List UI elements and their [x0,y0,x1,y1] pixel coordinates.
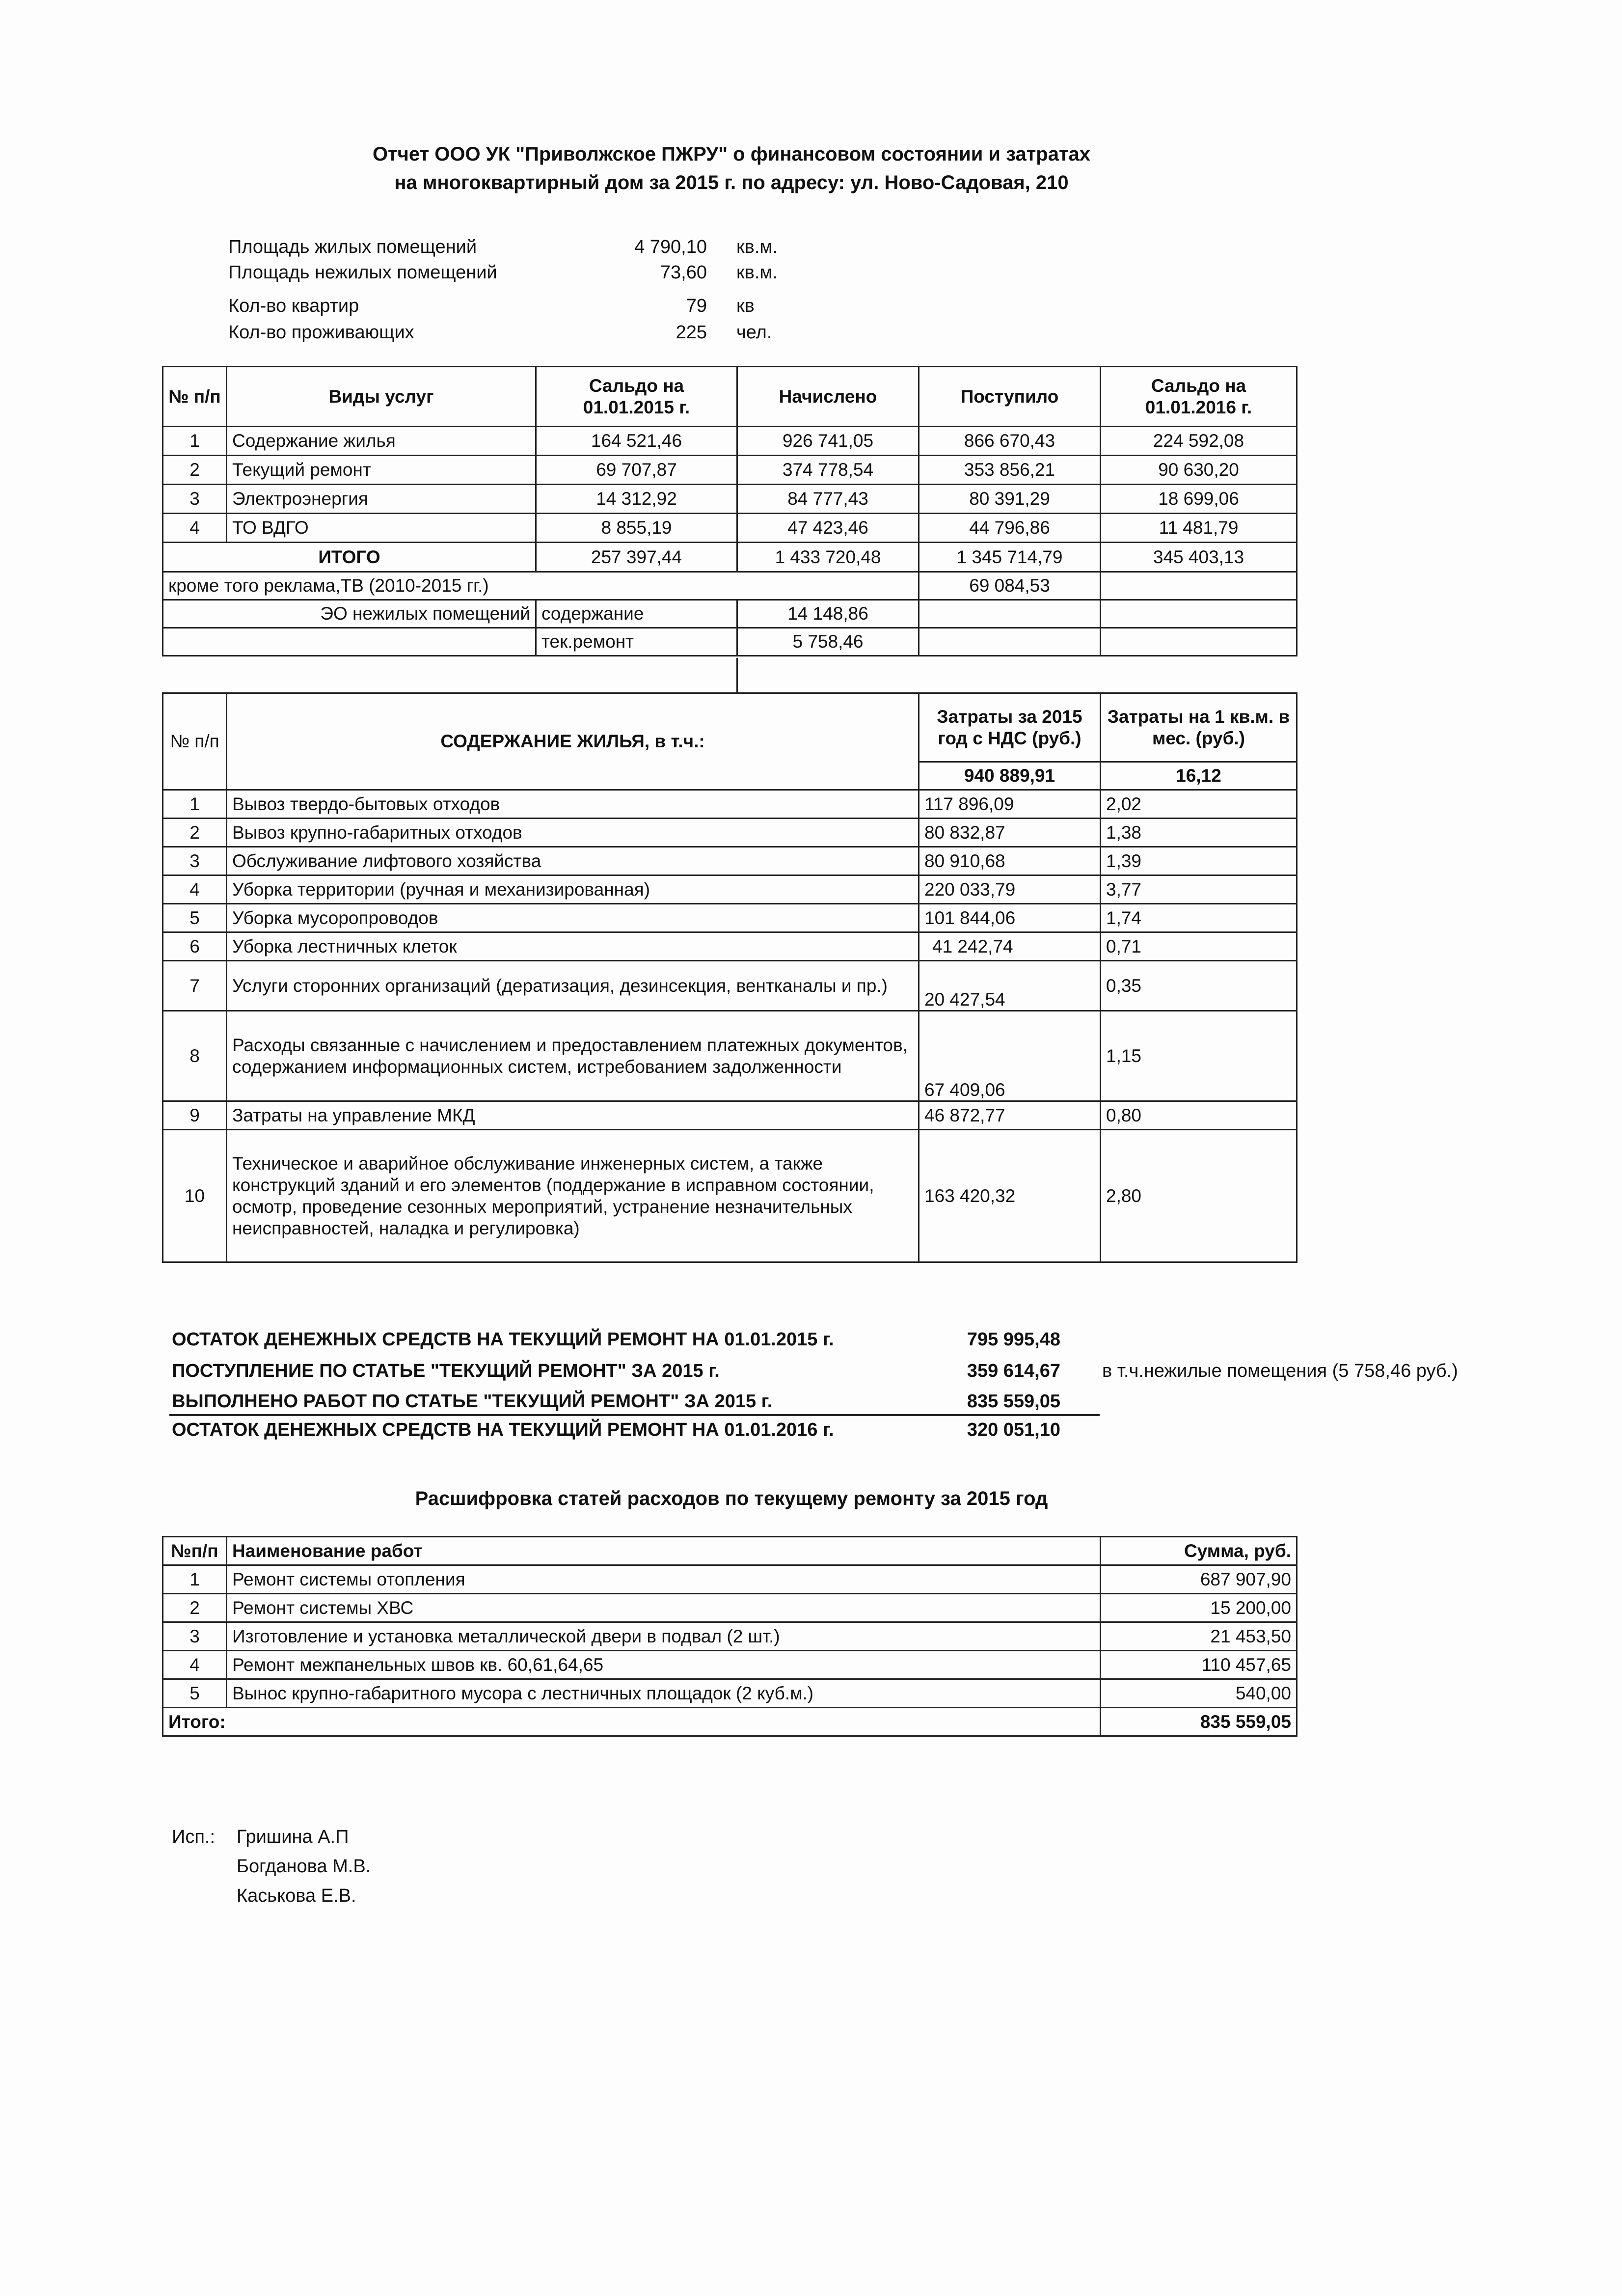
table-row [163,1011,1297,1101]
col-header: Сумма, руб. [1101,1537,1297,1565]
table-header-row [163,367,1297,427]
cell [163,628,536,656]
cell: 4 [163,1651,227,1679]
row-name: Уборка мусоропроводов [227,904,919,932]
signature-name: Богданова М.В. [237,1856,371,1877]
cell: 926 741,05 [737,427,919,456]
row-per-m2: 3,77 [1101,875,1297,904]
signature-name: Каськова Е.В. [237,1886,356,1906]
col-header: Наименование работ [227,1537,1101,1565]
advert-value: 69 084,53 [919,572,1101,600]
cell: 69 707,87 [536,456,737,485]
row-per-m2: 0,71 [1101,932,1297,961]
cell [919,600,1101,628]
col-header: Виды услуг [227,367,536,427]
eo-value: 5 758,46 [737,628,919,656]
row-name: Вывоз твердо-бытовых отходов [227,790,919,819]
table-row [163,1622,1297,1651]
row-per-m2: 2,02 [1101,790,1297,819]
cell: Содержание жилья [227,427,536,456]
eo-row [163,600,1297,628]
row-cost: 220 033,79 [919,875,1101,904]
eo-sub-label: тек.ремонт [536,628,737,656]
total-label: ИТОГО [163,543,536,572]
cell: 90 630,20 [1101,456,1297,485]
table-header-row [163,1537,1297,1565]
row-per-m2: 1,39 [1101,847,1297,875]
row-name: Техническое и аварийное обслуживание инженерных систем, а также конструкций зданий и его элементов (поддержание в исправном состоянии, осмотр, проведение сезонных мероприятий, устранение незначительных неисправностей, наладка и регулировка) [227,1130,919,1262]
row-per-m2: 1,15 [1101,1011,1297,1101]
cell: 687 907,90 [1101,1565,1297,1594]
signatures-label: Исп.: [172,1827,216,1847]
eo-value: 14 148,86 [737,600,919,628]
summary-value: 359 614,67 [967,1361,1060,1381]
info-value: 225 [676,322,707,343]
summary-value: 320 051,10 [967,1420,1060,1440]
row-num: 8 [163,1011,227,1101]
info-label: Площадь жилых помещений [228,237,477,257]
cell: 4 [163,514,227,543]
total-per-m2: 16,12 [1101,762,1297,790]
cell: 11 481,79 [1101,514,1297,543]
row-num: 10 [163,1130,227,1262]
summary-label: ПОСТУПЛЕНИЕ ПО СТАТЬЕ "ТЕКУЩИЙ РЕМОНТ" ЗА 2015 г. [172,1361,720,1381]
table-row [163,819,1297,847]
info-value: 79 [686,296,707,316]
cell [1101,600,1297,628]
cell: 3 [163,1622,227,1651]
col-header: Начислено [737,367,919,427]
col-header: Сальдо на 01.01.2016 г. [1101,367,1297,427]
cell: 110 457,65 [1101,1651,1297,1679]
cell: Вынос крупно-габаритного мусора с лестничных площадок (2 куб.м.) [227,1679,1101,1708]
cell: 21 453,50 [1101,1622,1297,1651]
total-label: Итого: [163,1708,1101,1736]
cell [1101,628,1297,656]
total-row [163,543,1297,572]
col-header: Сальдо на 01.01.2015 г. [536,367,737,427]
table-row [163,1651,1297,1679]
row-cost: 67 409,06 [919,1011,1101,1101]
table-divider [736,658,738,693]
cell: Ремонт системы ХВС [227,1594,1101,1622]
row-num: 6 [163,932,227,961]
row-cost: 41 242,74 [919,932,1101,961]
cell: 374 778,54 [737,456,919,485]
info-unit: кв.м. [736,237,778,257]
row-cost: 20 427,54 [919,961,1101,1011]
table-row [163,1101,1297,1130]
table-row [163,1679,1297,1708]
cell: Электроэнергия [227,485,536,514]
cell: Изготовление и установка металлической двери в подвал (2 шт.) [227,1622,1101,1651]
row-num: 9 [163,1101,227,1130]
advert-row [163,572,1297,600]
cell: Текущий ремонт [227,456,536,485]
table-row [163,875,1297,904]
cell: 5 [163,1679,227,1708]
cell: 1 433 720,48 [737,543,919,572]
cell: ТО ВДГО [227,514,536,543]
summary-note: в т.ч.нежилые помещения (5 758,46 руб.) [1102,1361,1458,1381]
cell: 14 312,92 [536,485,737,514]
summary-label: ОСТАТОК ДЕНЕЖНЫХ СРЕДСТВ НА ТЕКУЩИЙ РЕМОНТ НА 01.01.2015 г. [172,1329,834,1350]
summary-value: 835 559,05 [967,1391,1060,1412]
row-cost: 117 896,09 [919,790,1101,819]
col-header: № п/п [163,693,227,790]
info-unit: кв.м. [736,262,778,283]
cell: 84 777,43 [737,485,919,514]
table-row [163,904,1297,932]
cell [919,628,1101,656]
cell: 345 403,13 [1101,543,1297,572]
total-cost: 940 889,91 [919,762,1101,790]
row-num: 5 [163,904,227,932]
col-header: №п/п [163,1537,227,1565]
summary-label: ВЫПОЛНЕНО РАБОТ ПО СТАТЬЕ "ТЕКУЩИЙ РЕМОНТ" ЗА 2015 г. [172,1391,773,1412]
row-name: Расходы связанные с начислением и предоставлением платежных документов, содержанием информационных систем, истребованием задолженности [227,1011,919,1101]
info-unit: чел. [736,322,772,343]
row-num: 1 [163,790,227,819]
maintenance-table [162,692,1298,1263]
signature-name: Гришина А.П [237,1827,349,1847]
cell: 47 423,46 [737,514,919,543]
row-name: Уборка территории (ручная и механизированная) [227,875,919,904]
row-cost: 163 420,32 [919,1130,1101,1262]
cell: 1 [163,427,227,456]
info-value: 4 790,10 [634,237,707,257]
cell: 540,00 [1101,1679,1297,1708]
table-row [163,847,1297,875]
row-cost: 46 872,77 [919,1101,1101,1130]
cell: 224 592,08 [1101,427,1297,456]
row-per-m2: 1,38 [1101,819,1297,847]
row-per-m2: 0,80 [1101,1101,1297,1130]
row-name: Вывоз крупно-габаритных отходов [227,819,919,847]
cell: 15 200,00 [1101,1594,1297,1622]
table-row [163,1130,1297,1262]
row-per-m2: 0,35 [1101,961,1297,1011]
row-num: 7 [163,961,227,1011]
eo-row [163,628,1297,656]
works-table [162,1536,1298,1737]
row-name: Услуги сторонних организаций (дератизация, дезинсекция, вентканалы и пр.) [227,961,919,1011]
info-value: 73,60 [660,262,707,283]
table-row [163,961,1297,1011]
eo-label: ЭО нежилых помещений [163,600,536,628]
cell: 164 521,46 [536,427,737,456]
cell: 353 856,21 [919,456,1101,485]
col-header: СОДЕРЖАНИЕ ЖИЛЬЯ, в т.ч.: [227,693,919,790]
info-label: Площадь нежилых помещений [228,262,497,283]
cell: 18 699,06 [1101,485,1297,514]
cell: 44 796,86 [919,514,1101,543]
cell: 1 345 714,79 [919,543,1101,572]
cell: 257 397,44 [536,543,737,572]
col-header: Затраты на 1 кв.м. в мес. (руб.) [1101,693,1297,762]
report-title-line2: на многоквартирный дом за 2015 г. по адресу: ул. Ново-Садовая, 210 [394,172,1069,193]
row-name: Уборка лестничных клеток [227,932,919,961]
table-row [163,790,1297,819]
services-table [162,366,1298,656]
row-num: 4 [163,875,227,904]
cell: 3 [163,485,227,514]
total-row [163,1708,1297,1736]
table-row [163,932,1297,961]
col-header: № п/п [163,367,227,427]
table-row [163,1565,1297,1594]
row-name: Обслуживание лифтового хозяйства [227,847,919,875]
cell [1101,572,1297,600]
cell: 866 670,43 [919,427,1101,456]
cell: 1 [163,1565,227,1594]
table-row [163,1594,1297,1622]
row-cost: 80 910,68 [919,847,1101,875]
summary-label: ОСТАТОК ДЕНЕЖНЫХ СРЕДСТВ НА ТЕКУЩИЙ РЕМОНТ НА 01.01.2016 г. [172,1420,834,1440]
cell: 80 391,29 [919,485,1101,514]
row-num: 3 [163,847,227,875]
row-num: 2 [163,819,227,847]
info-label: Кол-во проживающих [228,322,414,343]
works-title: Расшифровка статей расходов по текущему ремонту за 2015 год [415,1488,1048,1509]
cell: 2 [163,1594,227,1622]
table-row [163,485,1297,514]
summary-value: 795 995,48 [967,1329,1060,1350]
row-per-m2: 1,74 [1101,904,1297,932]
table-row [163,427,1297,456]
info-unit: кв [736,296,755,316]
row-cost: 80 832,87 [919,819,1101,847]
table-header-row [163,693,1297,762]
row-name: Затраты на управление МКД [227,1101,919,1130]
total-value: 835 559,05 [1101,1708,1297,1736]
table-row [163,514,1297,543]
cell: 8 855,19 [536,514,737,543]
cell: 2 [163,456,227,485]
col-header: Поступило [919,367,1101,427]
table-row [163,456,1297,485]
row-per-m2: 2,80 [1101,1130,1297,1262]
cell: Ремонт системы отопления [227,1565,1101,1594]
col-header: Затраты за 2015 год с НДС (руб.) [919,693,1101,762]
advert-label: кроме того реклама,ТВ (2010-2015 гг.) [163,572,919,600]
cell: Ремонт межпанельных швов кв. 60,61,64,65 [227,1651,1101,1679]
info-label: Кол-во квартир [228,296,359,316]
report-title-line1: Отчет ООО УК "Приволжское ПЖРУ" о финансовом состоянии и затратах [372,143,1091,165]
eo-sub-label: содержание [536,600,737,628]
row-cost: 101 844,06 [919,904,1101,932]
